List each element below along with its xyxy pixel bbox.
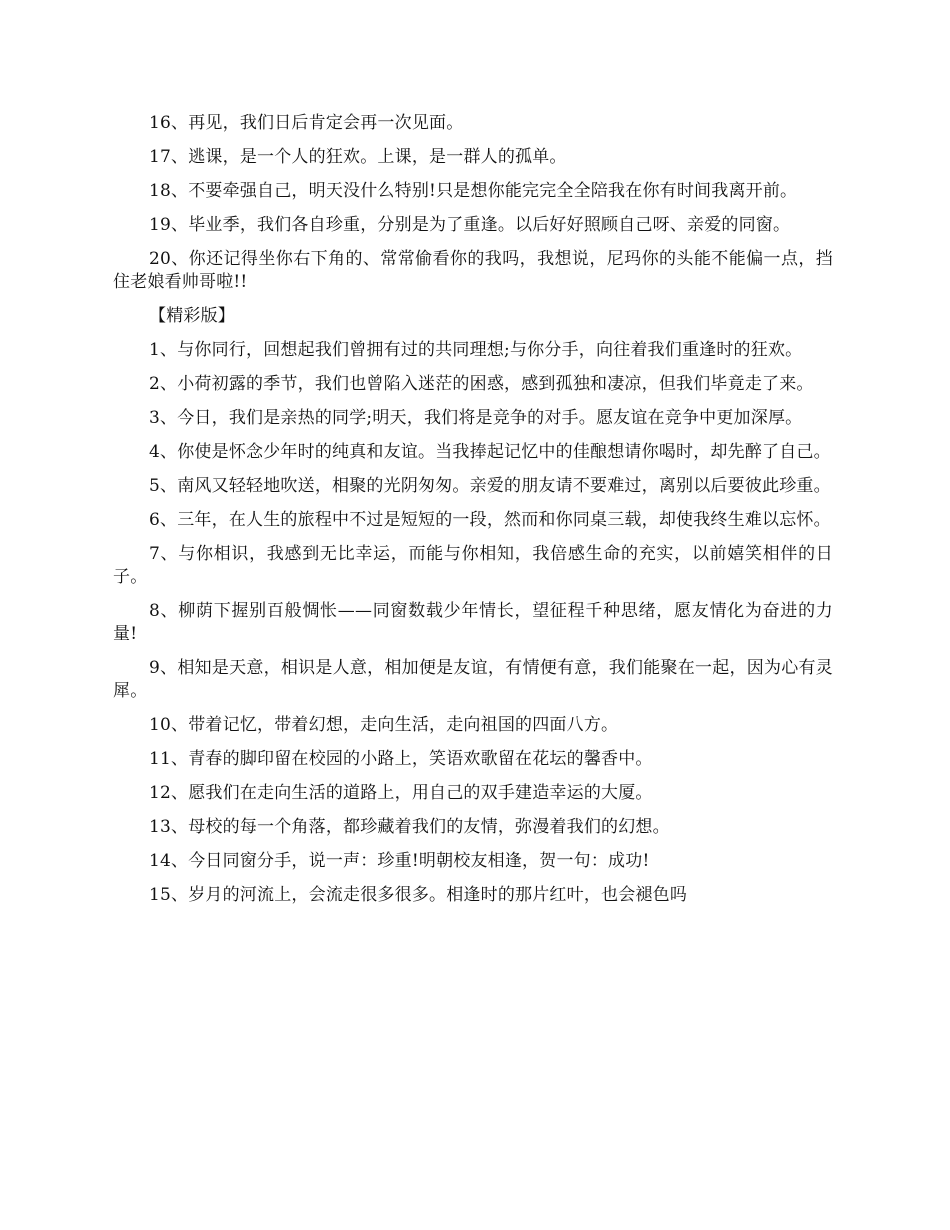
section-heading-jingcai: 【精彩版】 <box>149 306 235 326</box>
paragraph-12: 12、愿我们在走向生活的道路上，用自己的双手建造幸运的大厦。 <box>149 783 653 803</box>
paragraph-18: 18、不要牵强自己，明天没什么特别!只是想你能完完全全陪我在你有时间我离开前。 <box>149 181 798 201</box>
paragraph-14: 14、今日同窗分手，说一声：珍重!明朝校友相逢，贺一句：成功! <box>149 851 650 871</box>
paragraph-8: 8、柳荫下握别百般惆怅——同窗数载少年情长，望征程千种思绪，愿友情化为奋进的力量! <box>113 601 833 644</box>
document-page <box>113 112 833 907</box>
paragraph-3: 3、今日，我们是亲热的同学;明天，我们将是竞争的对手。愿友谊在竞争中更加深厚。 <box>149 408 803 428</box>
paragraph-13: 13、母校的每一个角落，都珍藏着我们的友情，弥漫着我们的幻想。 <box>149 817 670 837</box>
paragraph-5: 5、南风又轻轻地吹送，相聚的光阴匆匆。亲爱的朋友请不要难过，离别以后要彼此珍重。 <box>149 476 831 496</box>
paragraph-9: 9、相知是天意，相识是人意，相加便是友谊，有情便有意，我们能聚在一起，因为心有灵犀。 <box>113 658 833 701</box>
paragraph-4: 4、你使是怀念少年时的纯真和友谊。当我捧起记忆中的佳酿想请你喝时，却先醉了自己。 <box>149 442 831 462</box>
paragraph-11: 11、青春的脚印留在校园的小路上，笑语欢歌留在花坛的馨香中。 <box>149 749 653 769</box>
paragraph-19: 19、毕业季，我们各自珍重，分别是为了重逢。以后好好照顾自己呀、亲爱的同窗。 <box>149 215 791 235</box>
paragraph-2: 2、小荷初露的季节，我们也曾陷入迷茫的困惑，感到孤独和凄凉，但我们毕竟走了来。 <box>149 374 814 394</box>
paragraph-20: 20、你还记得坐你右下角的、常常偷看你的我吗，我想说，尼玛你的头能不能偏一点，挡住老娘看帅哥啦!! <box>113 249 833 292</box>
paragraph-1: 1、与你同行，回想起我们曾拥有过的共同理想;与你分手，向往着我们重逢时的狂欢。 <box>149 340 803 360</box>
paragraph-10: 10、带着记忆，带着幻想，走向生活，走向祖国的四面八方。 <box>149 715 619 735</box>
paragraph-6: 6、三年，在人生的旅程中不过是短短的一段，然而和你同桌三载，却使我终生难以忘怀。 <box>149 510 831 530</box>
paragraph-17: 17、逃课，是一个人的狂欢。上课，是一群人的孤单。 <box>149 147 567 167</box>
paragraph-7: 7、与你相识，我感到无比幸运，而能与你相知，我倍感生命的充实，以前嬉笑相伴的日子。 <box>113 544 833 587</box>
paragraph-16: 16、再见，我们日后肯定会再一次见面。 <box>149 113 464 133</box>
paragraph-15: 15、岁月的河流上，会流走很多很多。相逢时的那片红叶，也会褪色吗 <box>149 885 688 905</box>
